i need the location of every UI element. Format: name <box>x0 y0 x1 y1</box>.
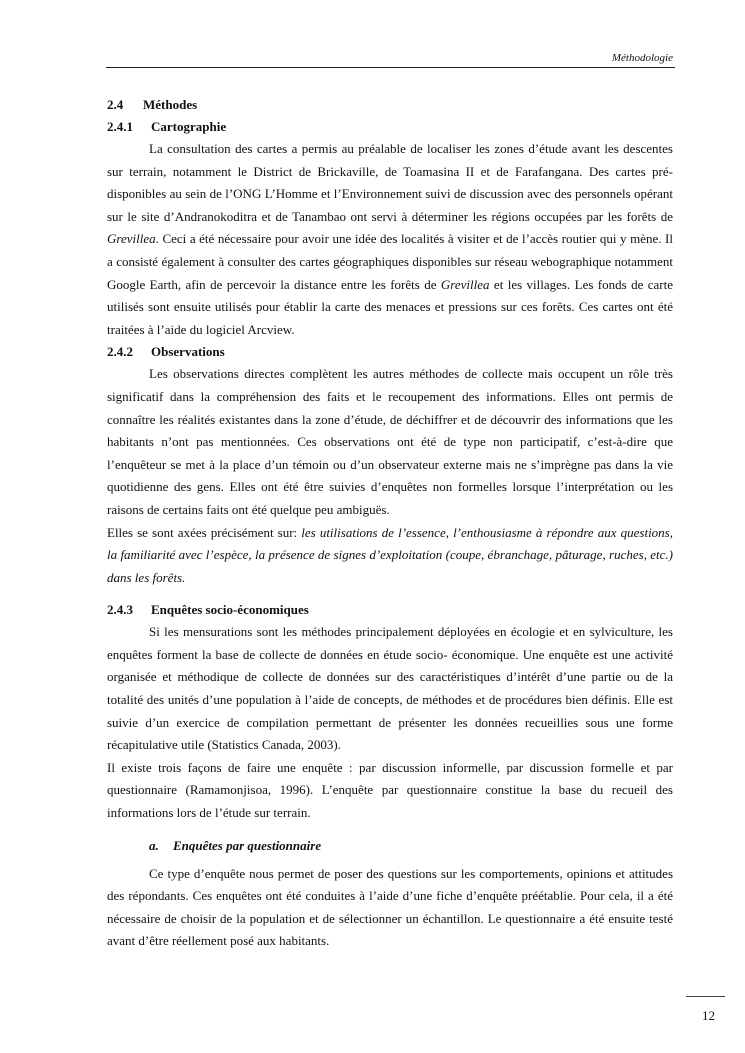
subsection-heading-observations <box>107 341 673 363</box>
paragraph-questionnaire: Ce type d’enquête nous permet de poser des questions sur les comportements, opinions et attitudes des répondants. Ces enquêtes ont été conduites à l’aide d’une fiche d’enquête préétablie. Pour cela, il a été nécessaire de choisir de la population et de sélectionner un échantillon. Le questionnaire a été ensuite testé avant d’être réellement posé aux habitants. <box>107 865 673 949</box>
subheading-title: Enquêtes par questionnaire <box>173 837 322 853</box>
running-header-title: Méthodologie <box>611 52 673 64</box>
subsection-number: 2.4.3 <box>107 602 133 618</box>
paragraph-cartographie: La consultation des cartes a permis au préalable de localiser les zones d’étude avant les descentes sur terrain, notamment le District de Brickaville, de Toamasina II et de Farafangana. Des cartes pré-disponibles au sein de l’ONG L’Homme et l’Environnement suivi de discussion avec des personnels opérant sur le site d’Andranokoditra et de Tanambao ont servi à déterminer les régions occupées par les forêts de Grevillea. Ceci a été nécessaire pour avoir une idée des localités à visiter et de l’accès routier qui y mène. Il a consisté également à consulter des cartes géographiques disponibles sur réseau webographique notamment Google Earth, afin de percevoir la distance entre les forêts de Grevillea et les villages. Les fonds de carte utilisés sont ensuite utilisés pour établir la carte des menaces et pressions sur ces forêts. Ces cartes ont été traitées à l’aide du logiciel Arcview. <box>107 141 674 337</box>
species-name: Grevillea <box>107 231 156 247</box>
species-name: Grevillea <box>440 276 490 292</box>
subsection-title: Cartographie <box>151 119 227 134</box>
section-number: 2.4 <box>107 97 124 112</box>
subsection-number: 2.4.2 <box>107 344 133 360</box>
subheading-letter: a. <box>149 837 159 853</box>
subheading-questionnaire <box>107 835 673 857</box>
subsection-title: Enquêtes socio-économiques <box>151 602 309 618</box>
header-rule <box>106 67 675 68</box>
paragraph-enquetes: Si les mensurations sont les méthodes principalement déployées en écologie et en sylviculture, les enquêtes forment la base de collecte de données en étude socio- économique. Une enquête est une activité organisée et méthodique de collecte de données sur des caractéristiques d’intérêt d’une partie ou de la totalité des unités d’une population à l’aide de concepts, de méthodes et de procédures bien définis. Elle est suivie d’un exercice de compilation permettant de présenter les données recueillies sous une forme récapitulative utile (Statistics Canada, 2003). <box>107 624 673 753</box>
section-title: Méthodes <box>143 97 198 112</box>
section-heading <box>107 94 673 116</box>
subsection-number: 2.4.1 <box>107 119 133 134</box>
subsection-heading-cartographie <box>107 116 673 138</box>
observation-criteria: les utilisations de l’essence, l’enthousiasme à répondre aux questions, la familiarité avec l’espèce, la présence de signes d’exploitation (coupe, ébranchage, pâturage, ruches, etc.) dans les forêts. <box>107 524 673 585</box>
paragraph-enquetes-types: Il existe trois façons de faire une enquête : par discussion informelle, par discussion formelle et par questionnaire (Ramamonjisoa, 1996). L’enquête par questionnaire constitue la base du recueil des informations lors de l’étude sur terrain. <box>107 759 673 821</box>
footer-rule <box>686 996 725 997</box>
page-number: 12 <box>702 1008 715 1023</box>
page-body <box>107 94 673 953</box>
paragraph-observations: Les observations directes complètent les autres méthodes de collecte mais occupent un rôle très significatif dans la compréhension des faits et le recoupement des informations. Elles ont permis de connaître les réalités existantes dans la zone d’étude, de déchiffrer et de découvrir des informations que les habitants n’ont pas mentionnées. Ces observations ont été de type non participatif, c’est-à-dire que l’enquêteur se met à la place d’un témoin ou d’un observateur externe mais ne s’imprègne pas dans la vie quotidienne des gens. Elles ont été être suivies d’enquêtes non formelles lorsque l’interprétation ou les raisons de certains faits ont été quelque peu ambiguës. <box>107 366 673 517</box>
subsection-heading-enquetes <box>107 599 673 621</box>
paragraph-observations-focus: Elles se sont axées précisément sur: les utilisations de l’essence, l’enthousiasme à répondre aux questions, la familiarité avec l’espèce, la présence de signes d’exploitation (coupe, ébranchage, pâturage, ruches, etc.) dans les forêts. <box>107 524 673 585</box>
subsection-title: Observations <box>151 344 225 360</box>
